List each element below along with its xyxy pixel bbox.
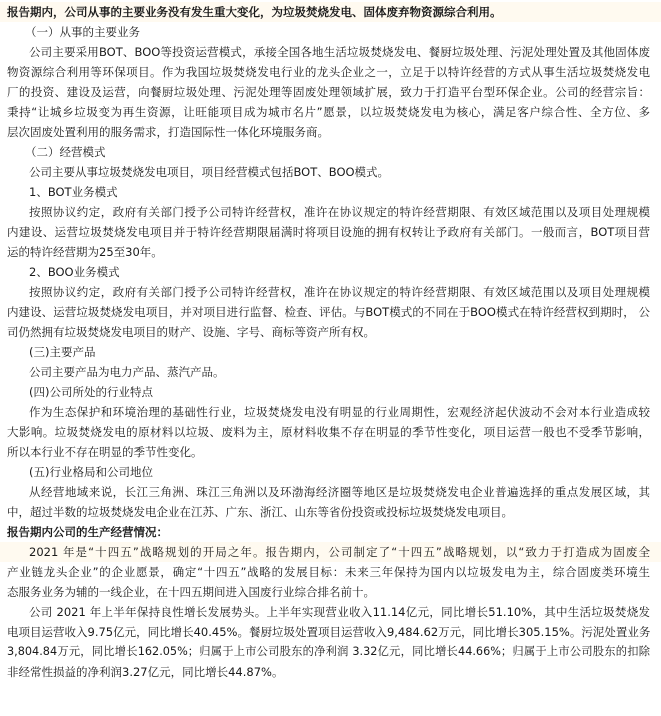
section-heading-industry-position — [0, 462, 661, 482]
paragraph-line — [0, 282, 661, 302]
section-heading-business-model — [0, 142, 661, 162]
paragraph-line — [0, 62, 661, 82]
text-line: 所以本行业不存在明显的季节性变化。 — [7, 445, 203, 459]
text-line: 内建设、运营垃圾焚烧发电项目并于特许经营期限届满时将项目设施的拥有权转让予政府有关部门。一般而言，BOT项目营 — [7, 225, 650, 239]
text-line: (四)公司所处的行业特点 — [29, 385, 153, 399]
text-line: 大影响。垃圾焚烧发电的原材料以垃圾、废料为主，原材料收集不存在明显的季节性变化，项目运营一般也不受季节影响， — [7, 425, 650, 439]
text-line: （一）从事的主要业务 — [25, 25, 140, 39]
text-line: 按照协议约定，政府有关部门授予公司特许经营权，准许在协议规定的特许经营期限、有效区域范围以及项目处理规模 — [29, 205, 650, 219]
text-line: 从经营地域来说，长江三角洲、珠江三角洲以及环渤海经济圈等地区是垃圾焚烧发电企业普遍选择的重点发展区域，其 — [29, 485, 650, 499]
section-heading-main-business — [0, 22, 661, 42]
paragraph-line — [0, 602, 661, 622]
paragraph-line — [0, 362, 661, 382]
subheading-bot — [0, 182, 661, 202]
subheading-boo — [0, 262, 661, 282]
text-line: 报告期内公司的生产经营情况： — [7, 525, 168, 539]
text-line: 电项目运营收入9.75亿元，同比增长40.45%。餐厨垃圾处置项目运营收入9,484.62万元，同比增长305.15%。污泥处置业务 — [7, 625, 651, 639]
text-line: (五)行业格局和公司地位 — [29, 465, 153, 479]
text-line: 作为生态保护和环境治理的基础性行业，垃圾焚烧发电没有明显的行业周期性，宏观经济起伏波动不会对本行业造成较 — [29, 405, 650, 419]
text-line: 1、BOT业务模式 — [29, 185, 118, 199]
text-line: （二）经营模式 — [25, 145, 106, 159]
paragraph-line — [0, 82, 661, 102]
paragraph-line — [0, 302, 661, 322]
paragraph-line — [0, 582, 661, 602]
text-line: 非经常性损益的净利润3.27亿元，同比增长44.87%。 — [7, 665, 284, 679]
text-line: 公司主要从事垃圾焚烧发电项目，项目经营模式包括BOT、BOO模式。 — [29, 165, 390, 179]
paragraph-line — [0, 322, 661, 342]
paragraph-line — [0, 102, 661, 122]
paragraph-line — [0, 422, 661, 442]
paragraph-line — [0, 662, 661, 682]
section-heading-main-products — [0, 342, 661, 362]
paragraph-line — [0, 402, 661, 422]
summary-heading — [0, 2, 661, 22]
text-line: 中，超过半数的垃圾焚烧发电企业在江苏、广东、浙江、山东等省份投资或投标垃圾焚烧发电项目。 — [7, 505, 513, 519]
paragraph-line — [0, 502, 661, 522]
text-line: 司仍然拥有垃圾焚烧发电项目的财产、设施、字号、商标等资产所有权。 — [7, 325, 375, 339]
paragraph-line — [0, 202, 661, 222]
paragraph-line — [0, 622, 661, 642]
text-line: 厂的投资、建设及运营，向餐厨垃圾处理、污泥处理等固废处理领域扩展，致力于打造平台型环保企业。公司的经营宗旨： — [7, 85, 650, 99]
text-line: 报告期内，公司从事的主要业务没有发生重大变化，为垃圾焚烧发电、固体废弃物资源综合利用。 — [7, 5, 502, 19]
text-line: (三)主要产品 — [29, 345, 96, 359]
text-line: 3,804.84万元，同比增长162.05%；归属于上市公司股东的净利润 3.32亿元，同比增长44.66%；归属于上市公司股东的扣除 — [7, 645, 650, 658]
text-line: 公司主要采用BOT、BOO等投资运营模式，承接全国各地生活垃圾焚烧发电、餐厨垃圾处理、污泥处理处置及其他固体废 — [29, 45, 650, 59]
operations-heading — [0, 522, 661, 542]
paragraph-line — [0, 122, 661, 142]
paragraph-line — [0, 562, 661, 582]
section-heading-industry-features — [0, 382, 661, 402]
text-line: 内建设、运营垃圾焚烧发电项目，并对项目进行监督、检查、评估。与BOT模式的不同在于BOO模式在特许经营权到期时， 公 — [7, 305, 650, 319]
paragraph-line — [0, 222, 661, 242]
text-line: 物资源综合利用等环保项目。作为我国垃圾焚烧发电行业的龙头企业之一，立足于以特许经营的方式从事生活垃圾焚烧发电 — [7, 65, 650, 79]
text-line: 按照协议约定，政府有关部门授予公司特许经营权，准许在协议规定的特许经营期限、有效区域范围以及项目处理规模 — [29, 285, 650, 299]
text-line: 产业链龙头企业”的企业愿景，确定“十四五”战略的发展目标：未来三年保持为国内以垃圾发电为主，综合固废类环境生 — [7, 565, 650, 579]
text-line: 公司 2021 年上半年保持良性增长发展势头。上半年实现营业收入11.14亿元，同比增长51.10%，其中生活垃圾焚烧发 — [29, 605, 650, 619]
paragraph-line — [0, 482, 661, 502]
text-line: 公司主要产品为电力产品、蒸汽产品。 — [29, 365, 225, 379]
text-line: 2、BOO业务模式 — [29, 265, 120, 279]
paragraph-line — [0, 162, 661, 182]
paragraph-line — [0, 242, 661, 262]
text-line: 2021 年是“十四五”战略规划的开局之年。报告期内，公司制定了“十四五”战略规划，以“致力于打造成为固废全 — [29, 545, 650, 559]
text-line: 秉持“让城乡垃圾变为再生资源，让旺能项目成为城市名片”愿景，以垃圾焚烧发电为核心，满足客户综合性、全方位、多 — [7, 105, 650, 119]
paragraph-line — [0, 442, 661, 462]
paragraph-line — [0, 42, 661, 62]
paragraph-line — [0, 542, 661, 562]
paragraph-line — [0, 642, 661, 662]
text-line: 态服务业务为辅的一线企业，在十四五期间进入国废行业综合排名前十。 — [7, 585, 375, 599]
text-line: 运的特许经营期为25至30年。 — [7, 245, 163, 259]
text-line: 层次固废处置利用的服务需求，打造国际性一体化环境服务商。 — [7, 125, 329, 139]
